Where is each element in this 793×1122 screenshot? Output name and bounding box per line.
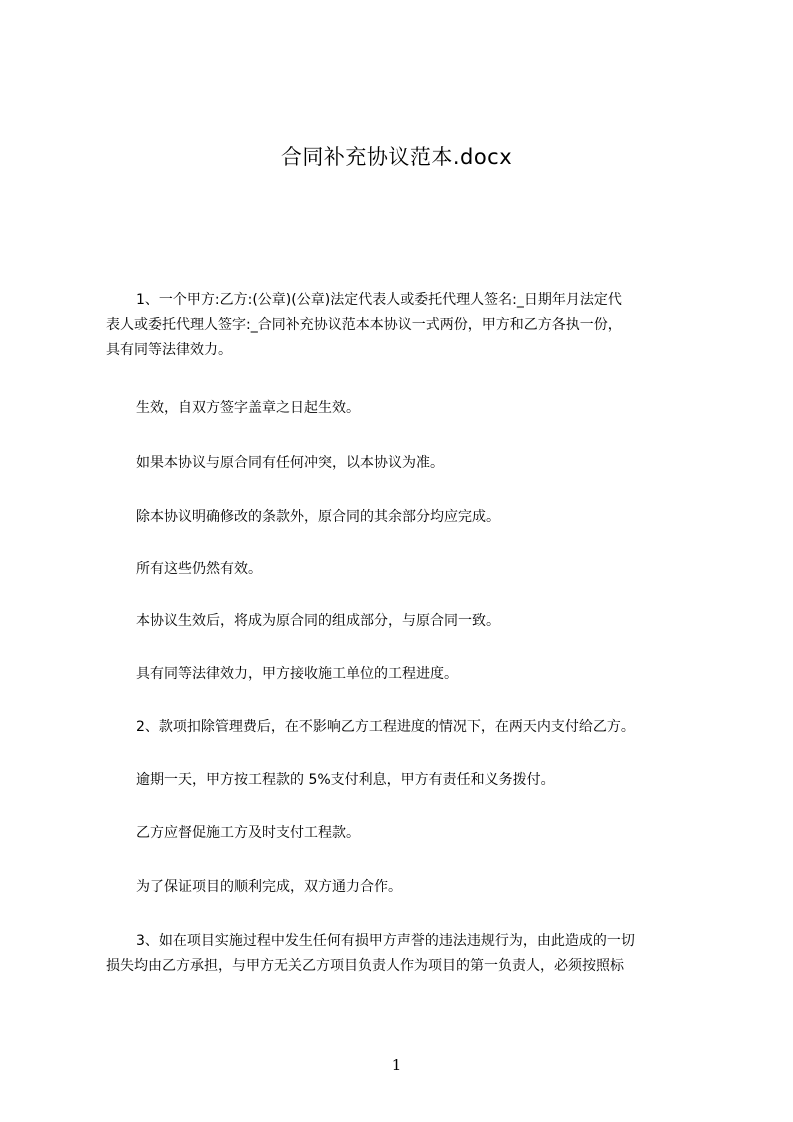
paragraph-11: 为了保证项目的顺利完成，双方通力合作。 [136,879,402,895]
document-title: 合同补充协议范本.docx [280,145,513,169]
paragraph-3: 如果本协议与原合同有任何冲突，以本协议为准。 [136,455,444,471]
paragraph-6: 本协议生效后，将成为原合同的组成部分，与原合同一致。 [136,613,500,629]
paragraph-2: 生效，自双方签字盖章之日起生效。 [136,400,360,416]
paragraph-5: 所有这些仍然有效。 [136,561,262,577]
paragraph-7: 具有同等法律效力，甲方接收施工单位的工程进度。 [136,666,458,682]
paragraph-line: 损失均由乙方承担，与甲方无关乙方项目负责人作为项目的第一负责人，必须按照标 [106,958,624,974]
page-number: 1 [391,1056,402,1074]
paragraph-9: 逾期一天，甲方按工程款的 5%支付利息，甲方有责任和义务拨付。 [136,772,555,788]
paragraph-8: 2、款项扣除管理费后，在不影响乙方工程进度的情况下，在两天内支付给乙方。 [136,719,635,735]
paragraph-12 [106,929,702,979]
paragraph-1 [106,288,702,363]
paragraph-line: 具有同等法律效力。 [106,342,232,358]
paragraph-4: 除本协议明确修改的条款外，原合同的其余部分均应完成。 [136,509,500,525]
paragraph-line: 1、一个甲方:乙方:(公章)(公章)法定代表人或委托代理人签名:_日期年月法定代 [136,292,622,308]
paragraph-line: 表人或委托代理人签字:_合同补充协议范本本协议一式两份，甲方和乙方各执一份， [106,317,622,333]
paragraph-10: 乙方应督促施工方及时支付工程款。 [136,825,360,841]
paragraph-line: 3、如在项目实施过程中发生任何有损甲方声誉的违法违规行为，由此造成的一切 [136,933,635,949]
